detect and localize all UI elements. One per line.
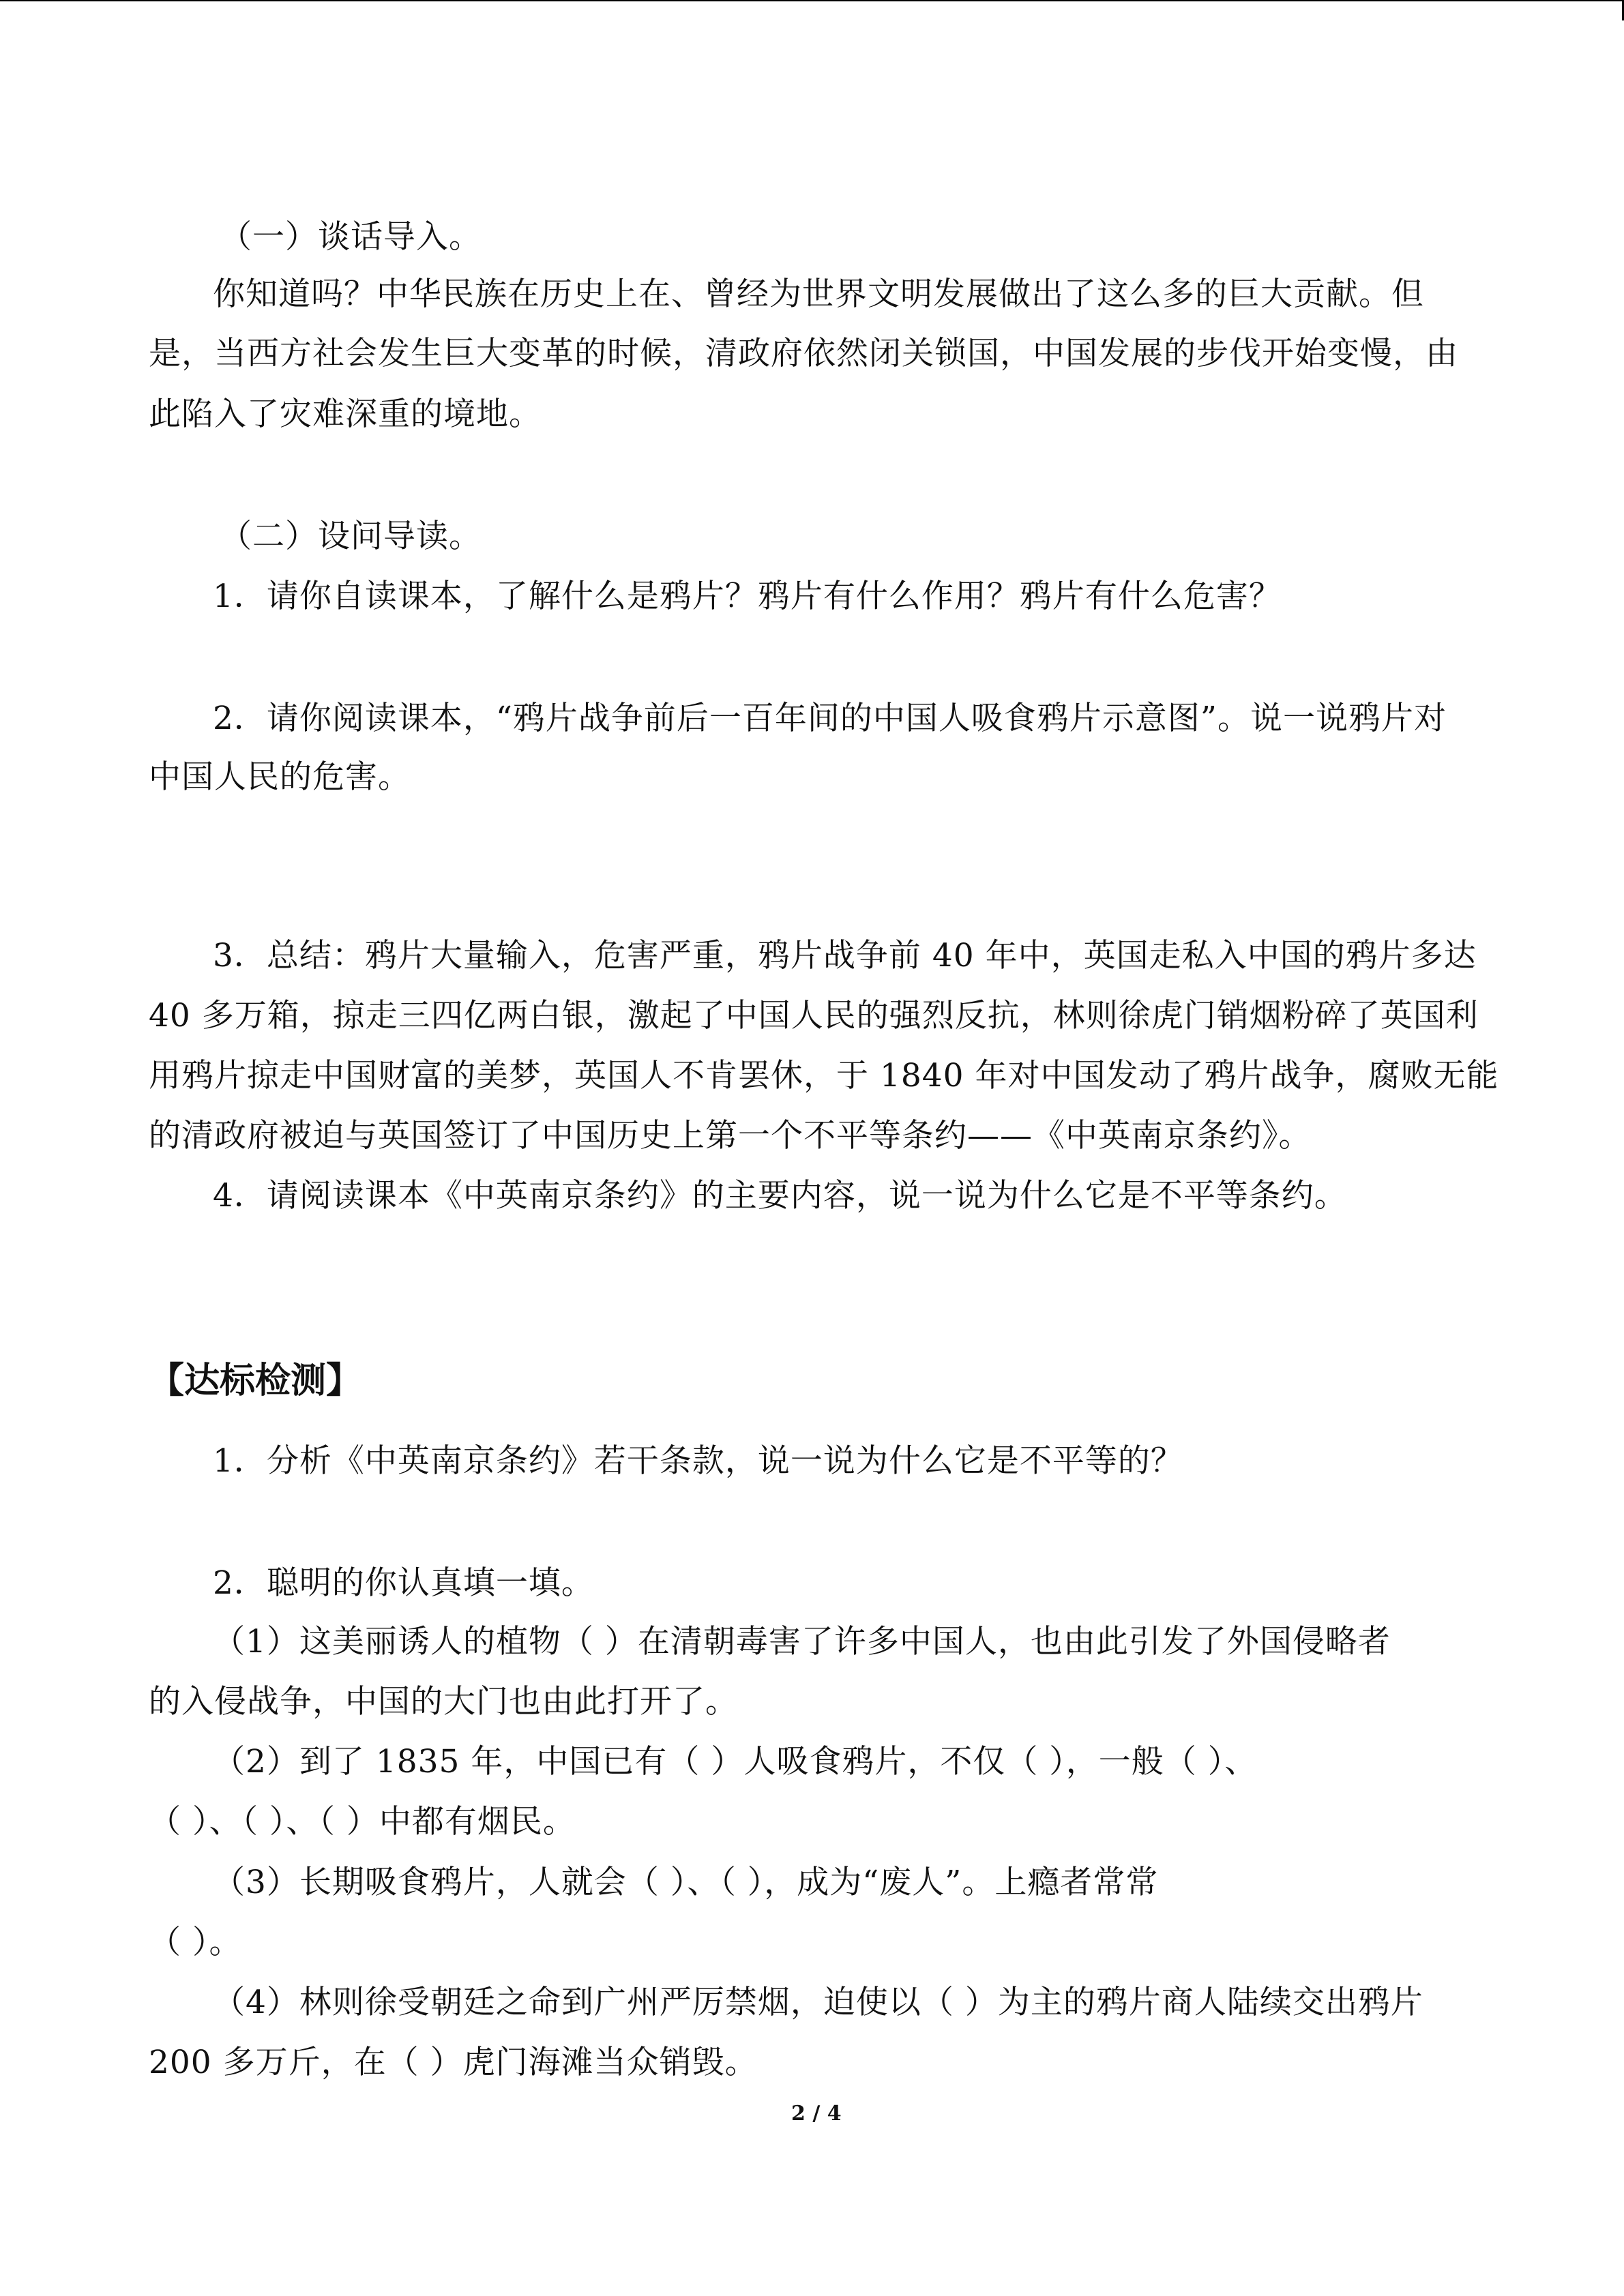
section-heading-guided-reading: （二）设问导读。 <box>220 518 482 555</box>
question-2-line-1: 2．请你阅读课本，“鸦片战争前后一百年间的中国人吸食鸦片示意图”。说一说鸦片对 <box>213 700 1447 737</box>
intro-paragraph-line-1: 你知道吗？中华民族在历史上在、曾经为世界文明发展做出了这么多的巨大贡献。但 <box>213 275 1424 313</box>
fill-item-2-line-1: （2）到了 1835 年，中国已有（ ）人吸食鸦片，不仅（ ），一般（ ）、 <box>213 1743 1258 1780</box>
question-3-line-4: 的清政府被迫与英国签订了中国历史上第一个不平等条约——《中英南京条约》。 <box>149 1117 1312 1154</box>
fill-item-3-line-2: （ ）。 <box>149 1924 242 1961</box>
fill-item-1-line-2: 的入侵战争，中国的大门也由此打开了。 <box>149 1683 738 1720</box>
question-1: 1．请你自读课本，了解什么是鸦片？鸦片有什么作用？鸦片有什么危害？ <box>213 578 1282 615</box>
section-heading-intro: （一）谈话导入。 <box>220 218 482 256</box>
check-question-2-title: 2．聪明的你认真填一填。 <box>213 1564 594 1602</box>
fill-item-1-line-1: （1）这美丽诱人的植物（ ）在清朝毒害了许多中国人，也由此引发了外国侵略者 <box>213 1623 1391 1660</box>
question-2-line-2: 中国人民的危害。 <box>149 758 411 796</box>
question-4: 4．请阅读课本《中英南京条约》的主要内容，说一说为什么它是不平等条约。 <box>213 1177 1347 1214</box>
intro-paragraph-line-3: 此陷入了灾难深重的境地。 <box>149 396 542 433</box>
question-3-line-3: 用鸦片掠走中国财富的美梦，英国人不肯罢休，于 1840 年对中国发动了鸦片战争，腐败无能 <box>149 1057 1499 1094</box>
check-section-heading: 【达标检测】 <box>149 1360 362 1401</box>
fill-item-2-line-2: （ ）、（ ）、（ ）中都有烟民。 <box>149 1803 576 1840</box>
fill-item-4-line-2: 200 多万斤，在（ ）虎门海滩当众销毁。 <box>149 2044 758 2081</box>
check-question-1: 1．分析《中英南京条约》若干条款，说一说为什么它是不平等的？ <box>213 1442 1183 1480</box>
intro-paragraph-line-2: 是，当西方社会发生巨大变革的时候，清政府依然闭关锁国，中国发展的步伐开始变慢，由 <box>149 335 1458 372</box>
question-3-line-1: 3．总结：鸦片大量输入，危害严重，鸦片战争前 40 年中，英国走私入中国的鸦片多达 <box>213 937 1477 974</box>
question-3-line-2: 40 多万箱，掠走三四亿两白银，激起了中国人民的强烈反抗，林则徐虎门销烟粉碎了英国利 <box>149 997 1479 1034</box>
fill-item-3-line-1: （3）长期吸食鸦片，人就会（ ）、（ ），成为“废人”。上瘾者常常 <box>213 1864 1159 1901</box>
top-border-line <box>0 0 1624 1</box>
fill-item-4-line-1: （4）林则徐受朝廷之命到广州严厉禁烟，迫使以（ ）为主的鸦片商人陆续交出鸦片 <box>213 1984 1423 2021</box>
page-number: 2 / 4 <box>791 2102 842 2126</box>
